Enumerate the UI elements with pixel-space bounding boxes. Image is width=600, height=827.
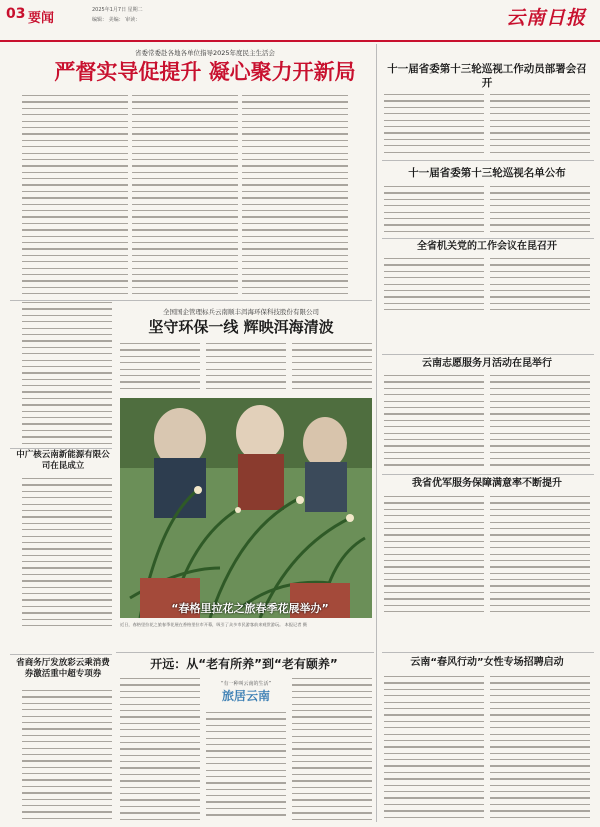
right-sixth-col2 (490, 676, 590, 820)
masthead-logo: 云南日报 (505, 7, 586, 29)
bottom-story-title: 开远：从“老有所养”到“老有颐养” (150, 657, 338, 671)
divider (382, 474, 594, 475)
inset-label: “有一种叫云南的生活” (220, 681, 272, 687)
right-second-title: 十一届省委第十三轮巡视名单公布 (408, 167, 566, 179)
right-fourth-title: 云南志愿服务月活动在昆举行 (422, 358, 552, 369)
column-divider (376, 44, 377, 822)
left-bottom-title: 省商务厅发放彩云乘消费券激活重中超专项券 (16, 658, 110, 679)
divider (382, 354, 594, 355)
right-second-col2 (490, 186, 590, 236)
photo-title: “春格里拉花之旅春季花展举办” (171, 602, 329, 615)
right-fifth-title: 我省优军服务保障满意率不断提升 (412, 478, 562, 489)
divider (382, 238, 594, 239)
center-col3 (292, 343, 372, 393)
bottom-col1 (120, 678, 200, 820)
divider (10, 300, 372, 301)
top-story-title: 严督实导促提升 凝心聚力开新局 (54, 59, 356, 84)
top-story-col3 (242, 95, 348, 297)
left-mid-body (22, 478, 112, 628)
right-third-col1 (384, 258, 484, 316)
editor-line: 编辑： 美编： 审读： (92, 17, 141, 23)
left-bottom-body (22, 690, 112, 820)
right-sixth-col1 (384, 676, 484, 820)
inset-banner (205, 680, 287, 708)
divider (382, 160, 594, 161)
divider (382, 652, 594, 653)
flower-show-photo (120, 398, 372, 618)
right-second-col1 (384, 186, 484, 236)
top-story-col2 (132, 95, 238, 297)
right-fourth-col1 (384, 375, 484, 471)
left-mid-title: 中广核云南新能源有限公司在昆成立 (16, 450, 110, 471)
divider (10, 654, 112, 655)
right-fourth-col2 (490, 375, 590, 471)
right-top-col2 (490, 94, 590, 158)
bottom-col3 (292, 678, 372, 820)
section-name: 要闻 (28, 11, 55, 26)
divider (116, 652, 374, 653)
right-top-title: 十一届省委第十三轮巡视工作动员部署会召开 (387, 63, 587, 89)
right-top-col1 (384, 94, 484, 158)
right-sixth-title: 云南“春风行动”女性专场招聘启动 (410, 657, 564, 668)
right-third-col2 (490, 258, 590, 316)
divider (10, 448, 112, 449)
bottom-col2 (206, 712, 286, 820)
right-fifth-col2 (490, 496, 590, 614)
top-story-kicker: 省委常委赴各地各单位指导2025年度民主生活会 (134, 49, 276, 57)
top-story-col1 (22, 95, 128, 297)
photo-caption: 近日，春格里拉花之旅春季花展在香格里拉市开幕，吸引了众多市民游客前来观赏游玩。 本报记者 摄 (120, 622, 307, 627)
date-line: 2025年1月7日 星期二 (92, 7, 143, 13)
right-third-title: 全省机关党的工作会议在昆召开 (417, 241, 557, 252)
right-fifth-col1 (384, 496, 484, 614)
page-number: 03 (6, 6, 26, 22)
left-col-top (22, 302, 112, 444)
center-col2 (206, 343, 286, 393)
inset-title: 旅居云南 (221, 689, 270, 703)
center-story-title: 坚守环保一线 辉映洱海清波 (148, 318, 334, 336)
center-col1 (120, 343, 200, 393)
center-story-kicker: 全国国企管理标兵云南顺丰洱海环保科技股份有限公司 (163, 308, 319, 316)
